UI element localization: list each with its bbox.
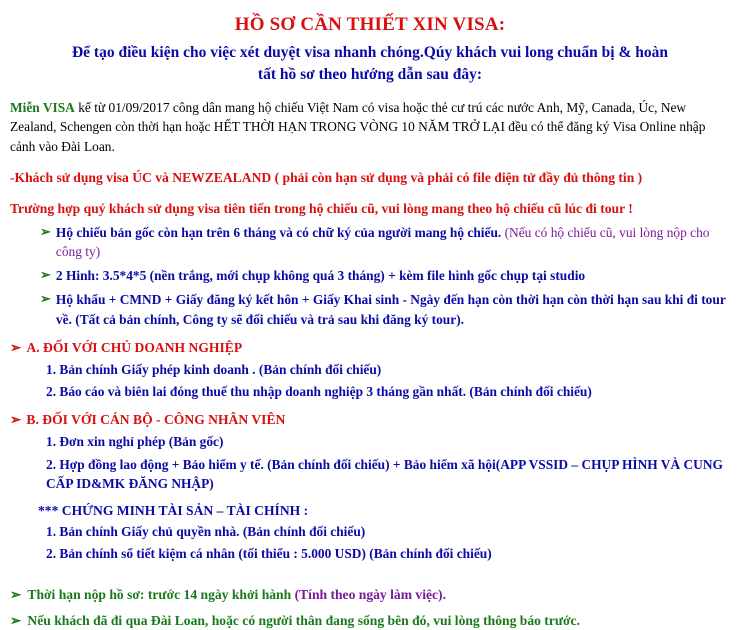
footer-item xyxy=(10,611,730,630)
section-assets-heading: *** CHỨNG MINH TÀI SẢN – TÀI CHÍNH : xyxy=(38,502,309,518)
footer-item xyxy=(10,585,730,604)
intro-rest: kể từ 01/09/2017 công dân mang hộ chiếu Việt Nam có visa hoặc thẻ cư trú các nước Anh, Mỹ, Canada, Úc, New Zealand, Schengen còn thời hạn hoặc HẾT THỜI HẠN TRONG VÒNG 10 NĂM TRỞ LẠI đều có thể đăng ký Visa Online nhập cảnh vào Đài Loan. xyxy=(10,100,706,154)
section-a-title: A. ĐỐI VỚI CHỦ DOANH NGHIỆP xyxy=(26,339,243,355)
footer-item-text: Thời hạn nộp hồ sơ: trước 14 ngày khởi hành xyxy=(27,586,292,602)
arrow-icon: ➢ xyxy=(40,267,51,283)
arrow-icon: ➢ xyxy=(40,224,51,240)
list-item xyxy=(10,266,730,285)
subtitle-line-2: tất hồ sơ theo hướng dẫn sau đây: xyxy=(257,66,483,83)
list-item xyxy=(10,223,730,261)
document-page xyxy=(0,14,740,628)
arrow-icon: ➢ xyxy=(10,412,22,428)
arrow-icon: ➢ xyxy=(10,339,22,355)
intro-lead: Miễn VISA xyxy=(10,100,75,115)
list-item-text: Hộ khẩu + CMND + Giấy đăng ký kết hôn + Giấy Khai sinh - Ngày đến hạn còn thời hạn còn thời hạn sau khi đi tour về. (Tất cả bản chính, Công ty sẽ đối chiếu và trả sau khi đăng ký tour). xyxy=(55,292,726,327)
section-assets-item: 1. Bản chính Giấy chủ quyền nhà. (Bản chính đối chiếu) xyxy=(46,523,366,539)
arrow-icon: ➢ xyxy=(40,291,51,307)
list-item-text: 2 Hinh: 3.5*4*5 (nền trắng, mới chụp không quá 3 tháng) + kèm file hình gốc chụp tại studio xyxy=(55,268,586,284)
footer-item-text: Nếu khách đã đi qua Đài Loan, hoặc có người thân đang sống bên đó, vui lòng thông báo trước. xyxy=(27,612,580,628)
section-b-item: 2. Hợp đồng lao động + Bảo hiểm y tế. (Bản chính đối chiếu) + Bảo hiểm xã hội(APP VSSID – CHỤP HÌNH VÀ CUNG CẤP ID&MK ĐĂNG NHẬP) xyxy=(46,456,723,492)
section-b-title: B. ĐỐI VỚI CÁN BỘ - CÔNG NHÂN VIÊN xyxy=(26,412,286,428)
section-assets-item: 2. Bản chính sổ tiết kiệm cá nhân (tối thiểu : 5.000 USD) (Bản chính đối chiếu) xyxy=(46,546,492,562)
section-a-item: 1. Bản chính Giấy phép kinh doanh . (Bản chính đối chiếu) xyxy=(46,361,382,377)
section-a-heading xyxy=(10,338,730,357)
arrow-icon: ➢ xyxy=(10,612,22,628)
notice-visa-au-nz: -Khách sử dụng visa ÚC và NEWZEALAND ( phải còn hạn sử dụng và phải có file điện tử đầy đủ thông tin ) xyxy=(10,170,643,186)
list-item xyxy=(10,290,730,328)
page-title: HỒ SƠ CẦN THIẾT XIN VISA: xyxy=(234,14,506,35)
arrow-icon: ➢ xyxy=(10,586,22,602)
page-subtitle xyxy=(26,42,714,86)
list-item-note: (Nếu có hộ chiếu cũ, vui lòng nộp cho công ty) xyxy=(55,225,710,260)
spacer xyxy=(0,564,740,578)
notice-old-passport: Trường hợp quý khách sử dụng visa tiên tiến trong hộ chiếu cũ, vui lòng mang theo hộ chiếu cũ lúc đi tour ! xyxy=(10,201,633,217)
section-b-heading xyxy=(10,410,730,429)
list-item-text: Hộ chiếu bản gốc còn hạn trên 6 tháng và có chữ ký của người mang hộ chiếu. xyxy=(55,225,502,241)
subtitle-line-1: Để tạo điều kiện cho việc xét duyệt visa nhanh chóng.Qúy khách vui long chuẩn bị & hoàn xyxy=(71,44,668,61)
footer-item-note: (Tính theo ngày làm việc). xyxy=(291,586,446,602)
intro-paragraph xyxy=(10,98,730,156)
section-b-item: 1. Đơn xin nghỉ phép (Bản gốc) xyxy=(46,434,224,450)
section-a-item: 2. Báo cáo và biên lai đóng thuế thu nhập doanh nghiệp 3 tháng gần nhất. (Bản chính đối chiếu) xyxy=(46,384,592,399)
